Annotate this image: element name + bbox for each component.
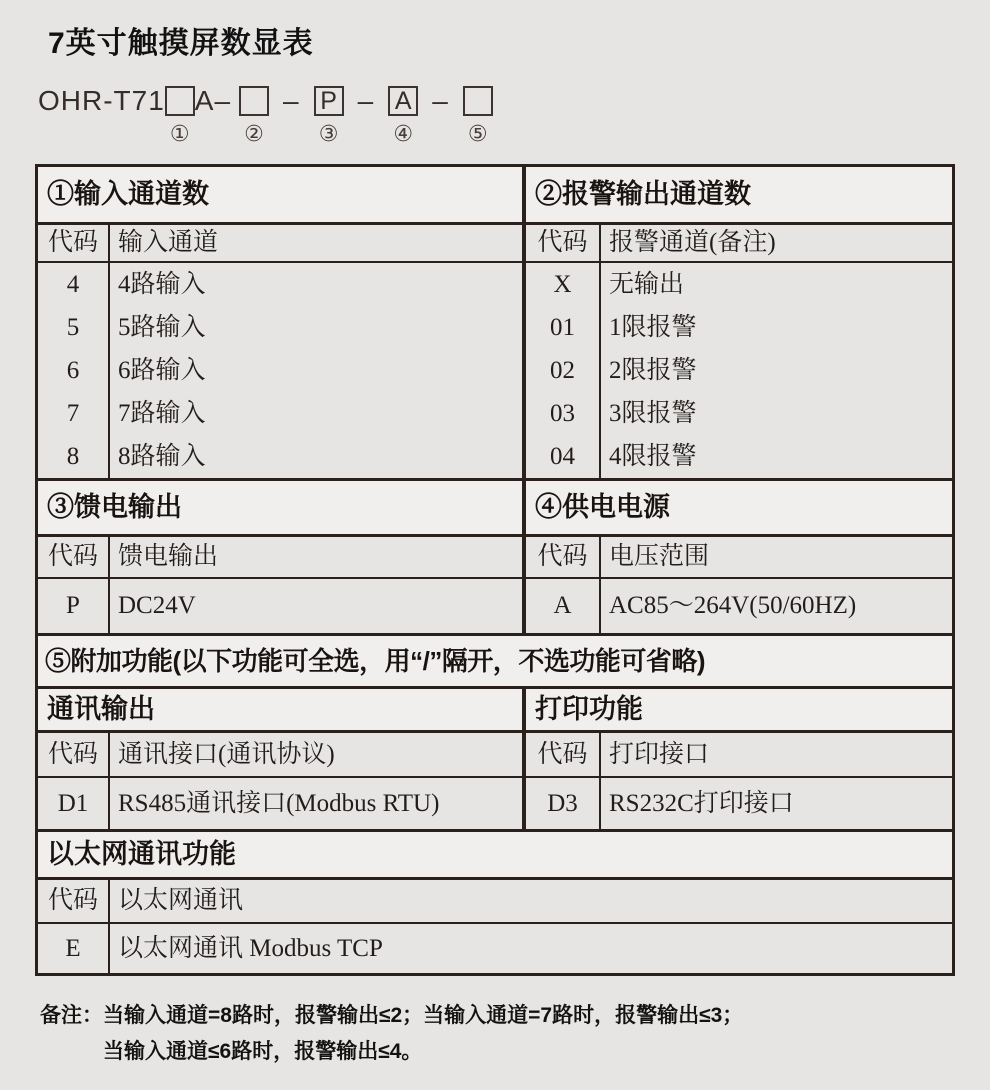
section-alarm-subheader: [526, 225, 952, 263]
model-prefix-seg: [38, 82, 165, 120]
section-print-subheader: [526, 733, 952, 778]
desc-cell: 6路输入: [118, 357, 206, 384]
col-header-code: 代码: [526, 225, 601, 261]
col-header-desc: 打印接口: [609, 741, 710, 768]
section-input: [38, 167, 526, 478]
desc-cell: 5路输入: [118, 314, 206, 341]
print-code-column: [526, 778, 601, 829]
code-cell: 01: [550, 314, 575, 341]
section-print-title: 打印功能: [526, 689, 952, 733]
code-cell: P: [66, 592, 80, 619]
col-header-code: 代码: [38, 537, 110, 577]
footnote-label: 备注：: [40, 1004, 103, 1027]
model-box-3: P: [314, 86, 344, 116]
band-feed-power: [38, 478, 952, 633]
desc-cell: 7路输入: [118, 400, 206, 427]
section-print-rows: [526, 778, 952, 829]
input-desc-column: [110, 263, 522, 478]
power-desc-column: [601, 579, 952, 633]
desc-cell: 1限报警: [609, 314, 697, 341]
model-slot-3: [314, 82, 344, 148]
alarm-code-column: [526, 263, 601, 478]
model-slot-1: [165, 82, 195, 148]
section-alarm-title: ②报警输出通道数: [526, 167, 952, 225]
model-dash-1: [283, 82, 300, 120]
col-header-desc: 馈电输出: [118, 543, 219, 570]
section-ethernet: [38, 832, 952, 973]
section-power-rows: [526, 579, 952, 633]
alarm-desc-column: [601, 263, 952, 478]
code-cell: D3: [547, 790, 578, 817]
col-header-code: 代码: [38, 225, 110, 261]
desc-cell: RS485通讯接口(Modbus RTU): [118, 790, 440, 817]
page-title: 7英寸触摸屏数显表: [48, 27, 314, 60]
band-ethernet: [38, 829, 952, 973]
comm-code-column: [38, 778, 110, 829]
band-comm-print: [38, 686, 952, 829]
feed-code-column: [38, 579, 110, 633]
section-feed-rows: [38, 579, 522, 633]
circled-number-4: ④: [393, 122, 414, 147]
section-comm: [38, 689, 526, 829]
section-power: [526, 481, 952, 633]
section-print: [526, 689, 952, 829]
col-header-desc: 报警通道(备注): [609, 229, 776, 256]
section-comm-title: 通讯输出: [38, 689, 522, 733]
section-comm-subheader: [38, 733, 522, 778]
desc-cell: 3限报警: [609, 400, 697, 427]
section-feed-subheader: [38, 537, 522, 579]
section-feed: [38, 481, 526, 633]
section-input-subheader: [38, 225, 522, 263]
footnote-lines: [103, 998, 743, 1070]
section-alarm: [526, 167, 952, 478]
section-ethernet-title: 以太网通讯功能: [38, 832, 952, 880]
footnote: [40, 998, 990, 1070]
col-header-desc: 电压范围: [609, 543, 710, 570]
code-cell: 6: [66, 357, 80, 384]
code-cell: D1: [57, 790, 89, 817]
code-cell: 04: [550, 443, 575, 470]
ethernet-desc-column: [110, 924, 952, 973]
code-cell: E: [65, 935, 81, 962]
col-header-desc: 以太网通讯: [118, 887, 244, 914]
col-header-desc: 输入通道: [118, 229, 219, 256]
section-input-title: ①输入通道数: [38, 167, 522, 225]
model-dash-3: [432, 82, 449, 120]
model-prefix: OHR-T71: [38, 85, 165, 116]
desc-cell: 8路输入: [118, 443, 206, 470]
code-cell: X: [553, 271, 572, 298]
footnote-line-1: 当输入通道=8路时，报警输出≤2；当输入通道=7路时，报警输出≤3；: [103, 1004, 744, 1027]
code-cell: 7: [66, 400, 80, 427]
code-cell: 4: [66, 271, 80, 298]
col-header-code: 代码: [526, 733, 601, 776]
section-feed-title: ③馈电输出: [38, 481, 522, 537]
model-box-2: [239, 86, 269, 116]
col-header-desc: 通讯接口(通讯协议): [118, 741, 335, 768]
circled-number-5: ⑤: [467, 122, 488, 147]
section-input-rows: [38, 263, 522, 478]
model-box-1: [165, 86, 195, 116]
desc-cell: 2限报警: [609, 357, 697, 384]
section-ethernet-subheader: [38, 880, 952, 924]
power-code-column: [526, 579, 601, 633]
model-box-4: A: [388, 86, 418, 116]
band-addons-header: [38, 633, 952, 686]
comm-desc-column: [110, 778, 522, 829]
desc-cell: AC85～264V(50/60HZ): [609, 592, 857, 619]
input-code-column: [38, 263, 110, 478]
desc-cell: 4限报警: [609, 443, 697, 470]
desc-cell: 4路输入: [118, 271, 206, 298]
desc-cell: RS232C打印接口: [609, 790, 794, 817]
model-dash-2-text: –: [357, 85, 375, 116]
section-addons-title: ⑤附加功能(以下功能可全选，用“/”隔开，不选功能可省略): [38, 636, 952, 686]
section-power-title: ④供电电源: [526, 481, 952, 537]
model-slot-2: [239, 82, 269, 148]
section-power-subheader: [526, 537, 952, 579]
code-cell: A: [553, 592, 572, 619]
circled-number-1: ①: [169, 122, 190, 147]
ordering-table: [35, 164, 955, 976]
model-box-5: [463, 86, 493, 116]
model-dash-1-text: –: [283, 85, 300, 116]
band-input-alarm: [38, 167, 952, 478]
print-desc-column: [601, 778, 952, 829]
model-code: [38, 82, 990, 148]
circled-number-2: ②: [244, 122, 264, 147]
section-ethernet-rows: [38, 924, 952, 973]
code-cell: 8: [66, 443, 80, 470]
col-header-code: 代码: [38, 733, 110, 776]
ethernet-code-column: [38, 924, 110, 973]
code-cell: 5: [66, 314, 80, 341]
code-cell: 02: [550, 357, 575, 384]
model-sep-a-text: A–: [194, 85, 232, 116]
code-cell: 03: [550, 400, 575, 427]
desc-cell: 以太网通讯 Modbus TCP: [118, 935, 383, 962]
model-dash-3-text: –: [432, 85, 449, 116]
model-dash-2: [358, 82, 375, 120]
section-alarm-rows: [526, 263, 952, 478]
model-sep-a: [195, 82, 231, 120]
model-slot-4: [388, 82, 418, 148]
col-header-code: 代码: [38, 880, 110, 922]
model-slot-5: [463, 82, 493, 148]
col-header-code: 代码: [526, 537, 601, 577]
desc-cell: DC24V: [118, 592, 196, 619]
feed-desc-column: [110, 579, 522, 633]
circled-number-3: ③: [318, 122, 339, 147]
desc-cell: 无输出: [609, 271, 685, 298]
footnote-line-2: 当输入通道≤6路时，报警输出≤4。: [103, 1040, 423, 1063]
section-comm-rows: [38, 778, 522, 829]
